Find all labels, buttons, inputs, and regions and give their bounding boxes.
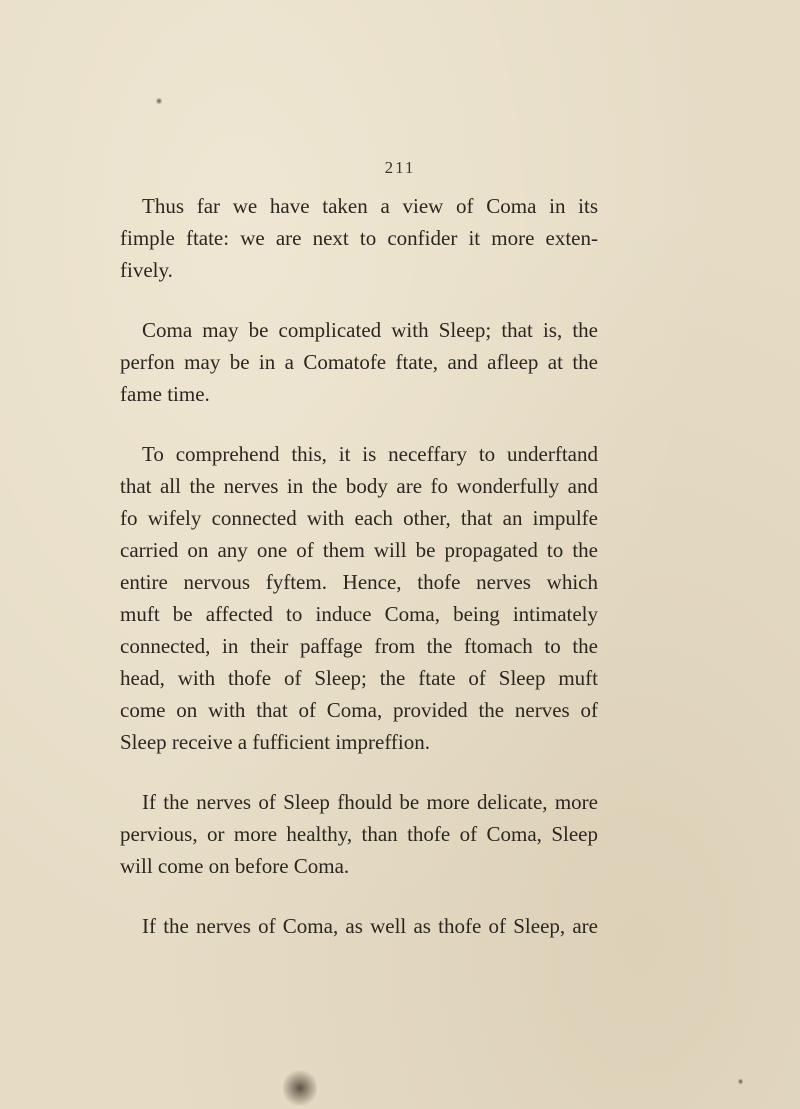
paragraph-2 [120,314,598,410]
text-line: fively. [120,258,173,282]
text-line: fame time. [120,382,210,406]
text-line: perfon may be in a Comatofe ftate, and afleep at the [120,350,598,374]
text-line: Sleep receive a fufficient impreffion. [120,730,431,754]
text-line: Thus far we have taken a view of Coma in its [142,194,598,218]
body-text [120,190,598,970]
text-line: connected, in their paffage from the ftomach to the [120,634,598,658]
paragraph-3 [120,438,598,758]
text-line: To comprehend this, it is neceffary to underftand [142,442,598,466]
text-line: If the nerves of Coma, as well as thofe of Sleep, are [142,914,598,938]
text-line: If the nerves of Sleep fhould be more delicate, more [142,790,598,814]
text-line: head, with thofe of Sleep; the ftate of Sleep muft [120,666,598,690]
paragraph-4 [120,786,598,882]
text-line: muft be affected to induce Coma, being intimately [120,602,598,626]
ink-speck [738,1078,743,1085]
text-line: entire nervous fyftem. Hence, thofe nerves which [120,570,598,594]
text-line: carried on any one of them will be propagated to the [120,538,598,562]
ink-blot [283,1068,317,1108]
paragraph-1 [120,190,598,286]
text-line: that all the nerves in the body are fo wonderfully and [120,474,598,498]
text-line: pervious, or more healthy, than thofe of Coma, Sleep [120,822,598,846]
text-line: Coma may be complicated with Sleep; that is, the [142,318,598,342]
text-line: fo wifely connected with each other, that an impulfe [120,506,598,530]
text-line: come on with that of Coma, provided the nerves of [120,698,598,722]
paragraph-5 [120,910,598,942]
text-line: will come on before Coma. [120,854,350,878]
ink-speck [156,97,162,105]
page-number: 211 [384,158,416,177]
text-line: fimple ftate: we are next to confider it more exten- [120,226,598,250]
